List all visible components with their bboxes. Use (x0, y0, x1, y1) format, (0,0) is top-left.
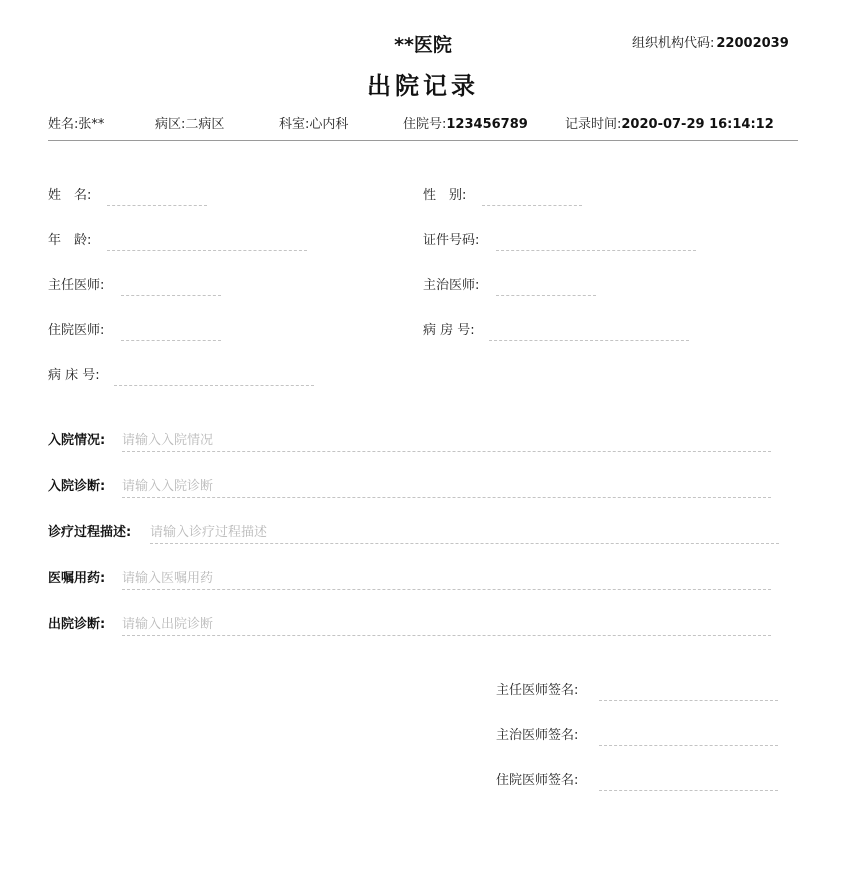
admission-status-label: 入院情况: (48, 433, 106, 448)
medication-input[interactable] (122, 567, 771, 590)
chief-signature-label: 主任医师签名: (496, 683, 579, 698)
meta-admission-no-label: 住院号: (403, 117, 447, 132)
attending-signature-label: 主治医师签名: (496, 728, 579, 743)
meta-dept-value: 心内科 (309, 117, 349, 132)
meta-admission-no (403, 113, 528, 132)
age-label: 年 龄: (48, 233, 92, 248)
meta-name-label: 姓名: (48, 117, 79, 132)
attending-doctor-field[interactable] (496, 295, 596, 296)
hospital-name: **医院 (394, 34, 452, 56)
discharge-diagnosis-label: 出院诊断: (48, 617, 106, 632)
chief-signature-field[interactable] (599, 700, 778, 701)
meta-ward-label: 病区: (155, 117, 186, 132)
bed-no-field[interactable] (114, 385, 314, 386)
page-title: 出院记录 (367, 72, 479, 100)
resident-signature-label: 住院医师签名: (496, 773, 579, 788)
org-code-label: 组织机构代码: (632, 36, 715, 51)
name-field[interactable] (107, 205, 207, 206)
meta-name-value: 张** (78, 117, 105, 132)
resident-doctor-label: 住院医师: (48, 323, 105, 338)
org-code (632, 32, 789, 51)
gender-field[interactable] (482, 205, 582, 206)
meta-dept-label: 科室: (279, 117, 310, 132)
medication-label: 医嘱用药: (48, 571, 106, 586)
discharge-diagnosis-input[interactable] (122, 613, 771, 636)
resident-doctor-field[interactable] (121, 340, 221, 341)
meta-ward-value: 二病区 (185, 117, 225, 132)
treatment-process-label: 诊疗过程描述: (48, 525, 132, 540)
bed-no-label: 病 床 号: (48, 368, 100, 383)
attending-doctor-label: 主治医师: (423, 278, 480, 293)
meta-admission-no-value: 123456789 (446, 117, 528, 132)
header-divider (48, 140, 798, 141)
chief-doctor-label: 主任医师: (48, 278, 105, 293)
room-no-label: 病 房 号: (423, 323, 475, 338)
admission-status-input[interactable] (122, 429, 771, 452)
resident-signature-field[interactable] (599, 790, 778, 791)
admission-diagnosis-input[interactable] (122, 475, 771, 498)
attending-signature-field[interactable] (599, 745, 778, 746)
chief-doctor-field[interactable] (121, 295, 221, 296)
meta-ward (155, 113, 224, 132)
age-field[interactable] (107, 250, 307, 251)
admission-diagnosis-label: 入院诊断: (48, 479, 106, 494)
gender-label: 性 别: (423, 188, 467, 203)
meta-record-time (565, 113, 774, 132)
room-no-field[interactable] (489, 340, 689, 341)
meta-record-time-label: 记录时间: (565, 117, 622, 132)
treatment-process-input[interactable] (150, 521, 779, 544)
id-no-label: 证件号码: (423, 233, 480, 248)
name-label: 姓 名: (48, 188, 92, 203)
meta-department (279, 113, 348, 132)
org-code-value: 22002039 (716, 36, 789, 51)
meta-record-time-value: 2020-07-29 16:14:12 (621, 117, 774, 132)
id-no-field[interactable] (496, 250, 696, 251)
meta-patient-name (48, 113, 104, 132)
